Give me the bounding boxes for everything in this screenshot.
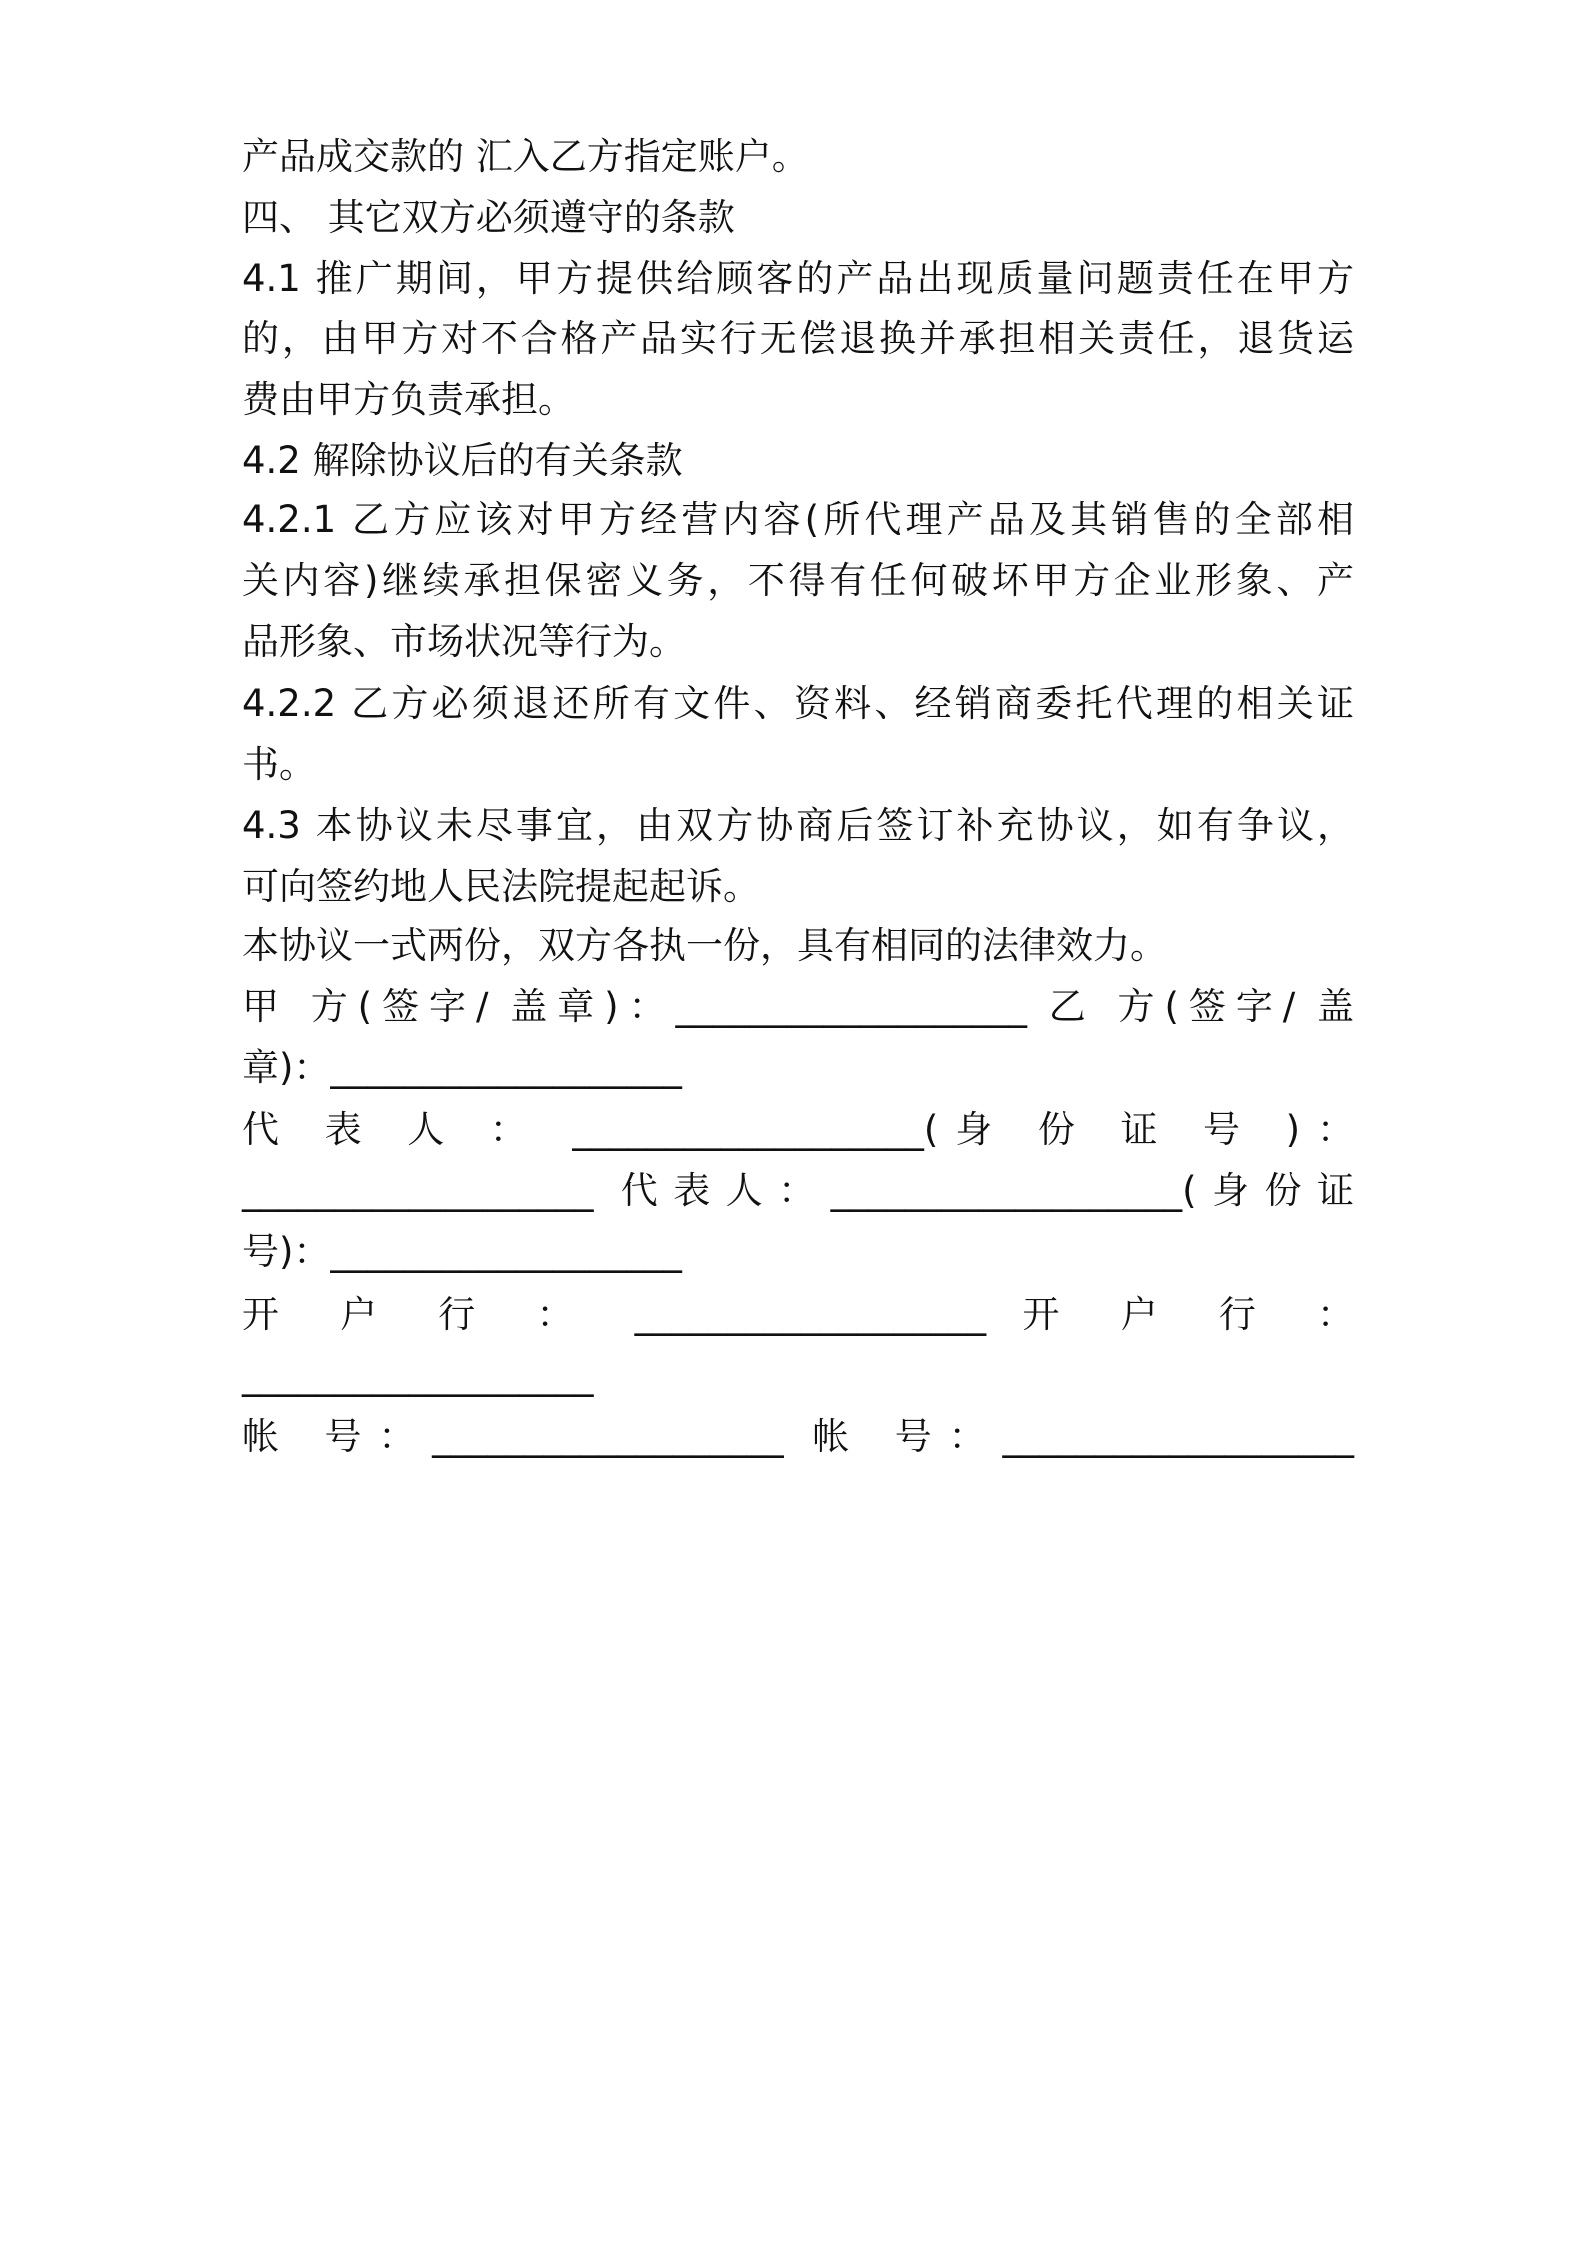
clause-heading: 4.2 解除协议后的有关条款 [242, 439, 683, 482]
text-line: 4.2.1 乙方应该对甲方经营内容(所代理产品及其销售的全部相 [242, 498, 1354, 541]
bank-line: ___________________ [242, 1354, 594, 1397]
text-line: 4.3 本协议未尽事宜，由双方协商后签订补充协议，如有争议， [242, 804, 1354, 847]
representative-line: ___________________ 代表人：___________________(身份证 [242, 1169, 1354, 1212]
text-line: 本协议一式两份，双方各执一份，具有相同的法律效力。 [242, 924, 1167, 967]
section-heading: 四、 其它双方必须遵守的条款 [242, 196, 735, 239]
signature-line: 章)：___________________ [242, 1046, 682, 1089]
text-line: 4.1 推广期间，甲方提供给顾客的产品出现质量问题责任在甲方 [242, 257, 1354, 300]
bank-line: 开 户 行 ： ___________________ 开 户 行 ： [242, 1293, 1354, 1336]
account-line: 帐 号：___________________ 帐 号：___________________ [242, 1415, 1354, 1458]
text-line: 品形象、市场状况等行为。 [242, 620, 686, 663]
representative-line: 号)：___________________ [242, 1230, 682, 1273]
signature-line: 甲 方(签字/ 盖章)：___________________ 乙 方(签字/ 盖 [242, 985, 1354, 1028]
text-line: 费由甲方负责承担。 [242, 378, 575, 421]
text-line: 产品成交款的 汇入乙方指定账户。 [242, 135, 809, 178]
text-line: 书。 [242, 743, 316, 786]
representative-line: 代 表 人 ： ___________________(身 份 证 号 )： [242, 1108, 1354, 1151]
text-line: 的，由甲方对不合格产品实行无偿退换并承担相关责任，退货运 [242, 317, 1354, 360]
text-line: 可向签约地人民法院提起起诉。 [242, 865, 760, 908]
text-line: 4.2.2 乙方必须退还所有文件、资料、经销商委托代理的相关证 [242, 682, 1354, 725]
text-line: 关内容)继续承担保密义务，不得有任何破坏甲方企业形象、产 [242, 559, 1354, 602]
